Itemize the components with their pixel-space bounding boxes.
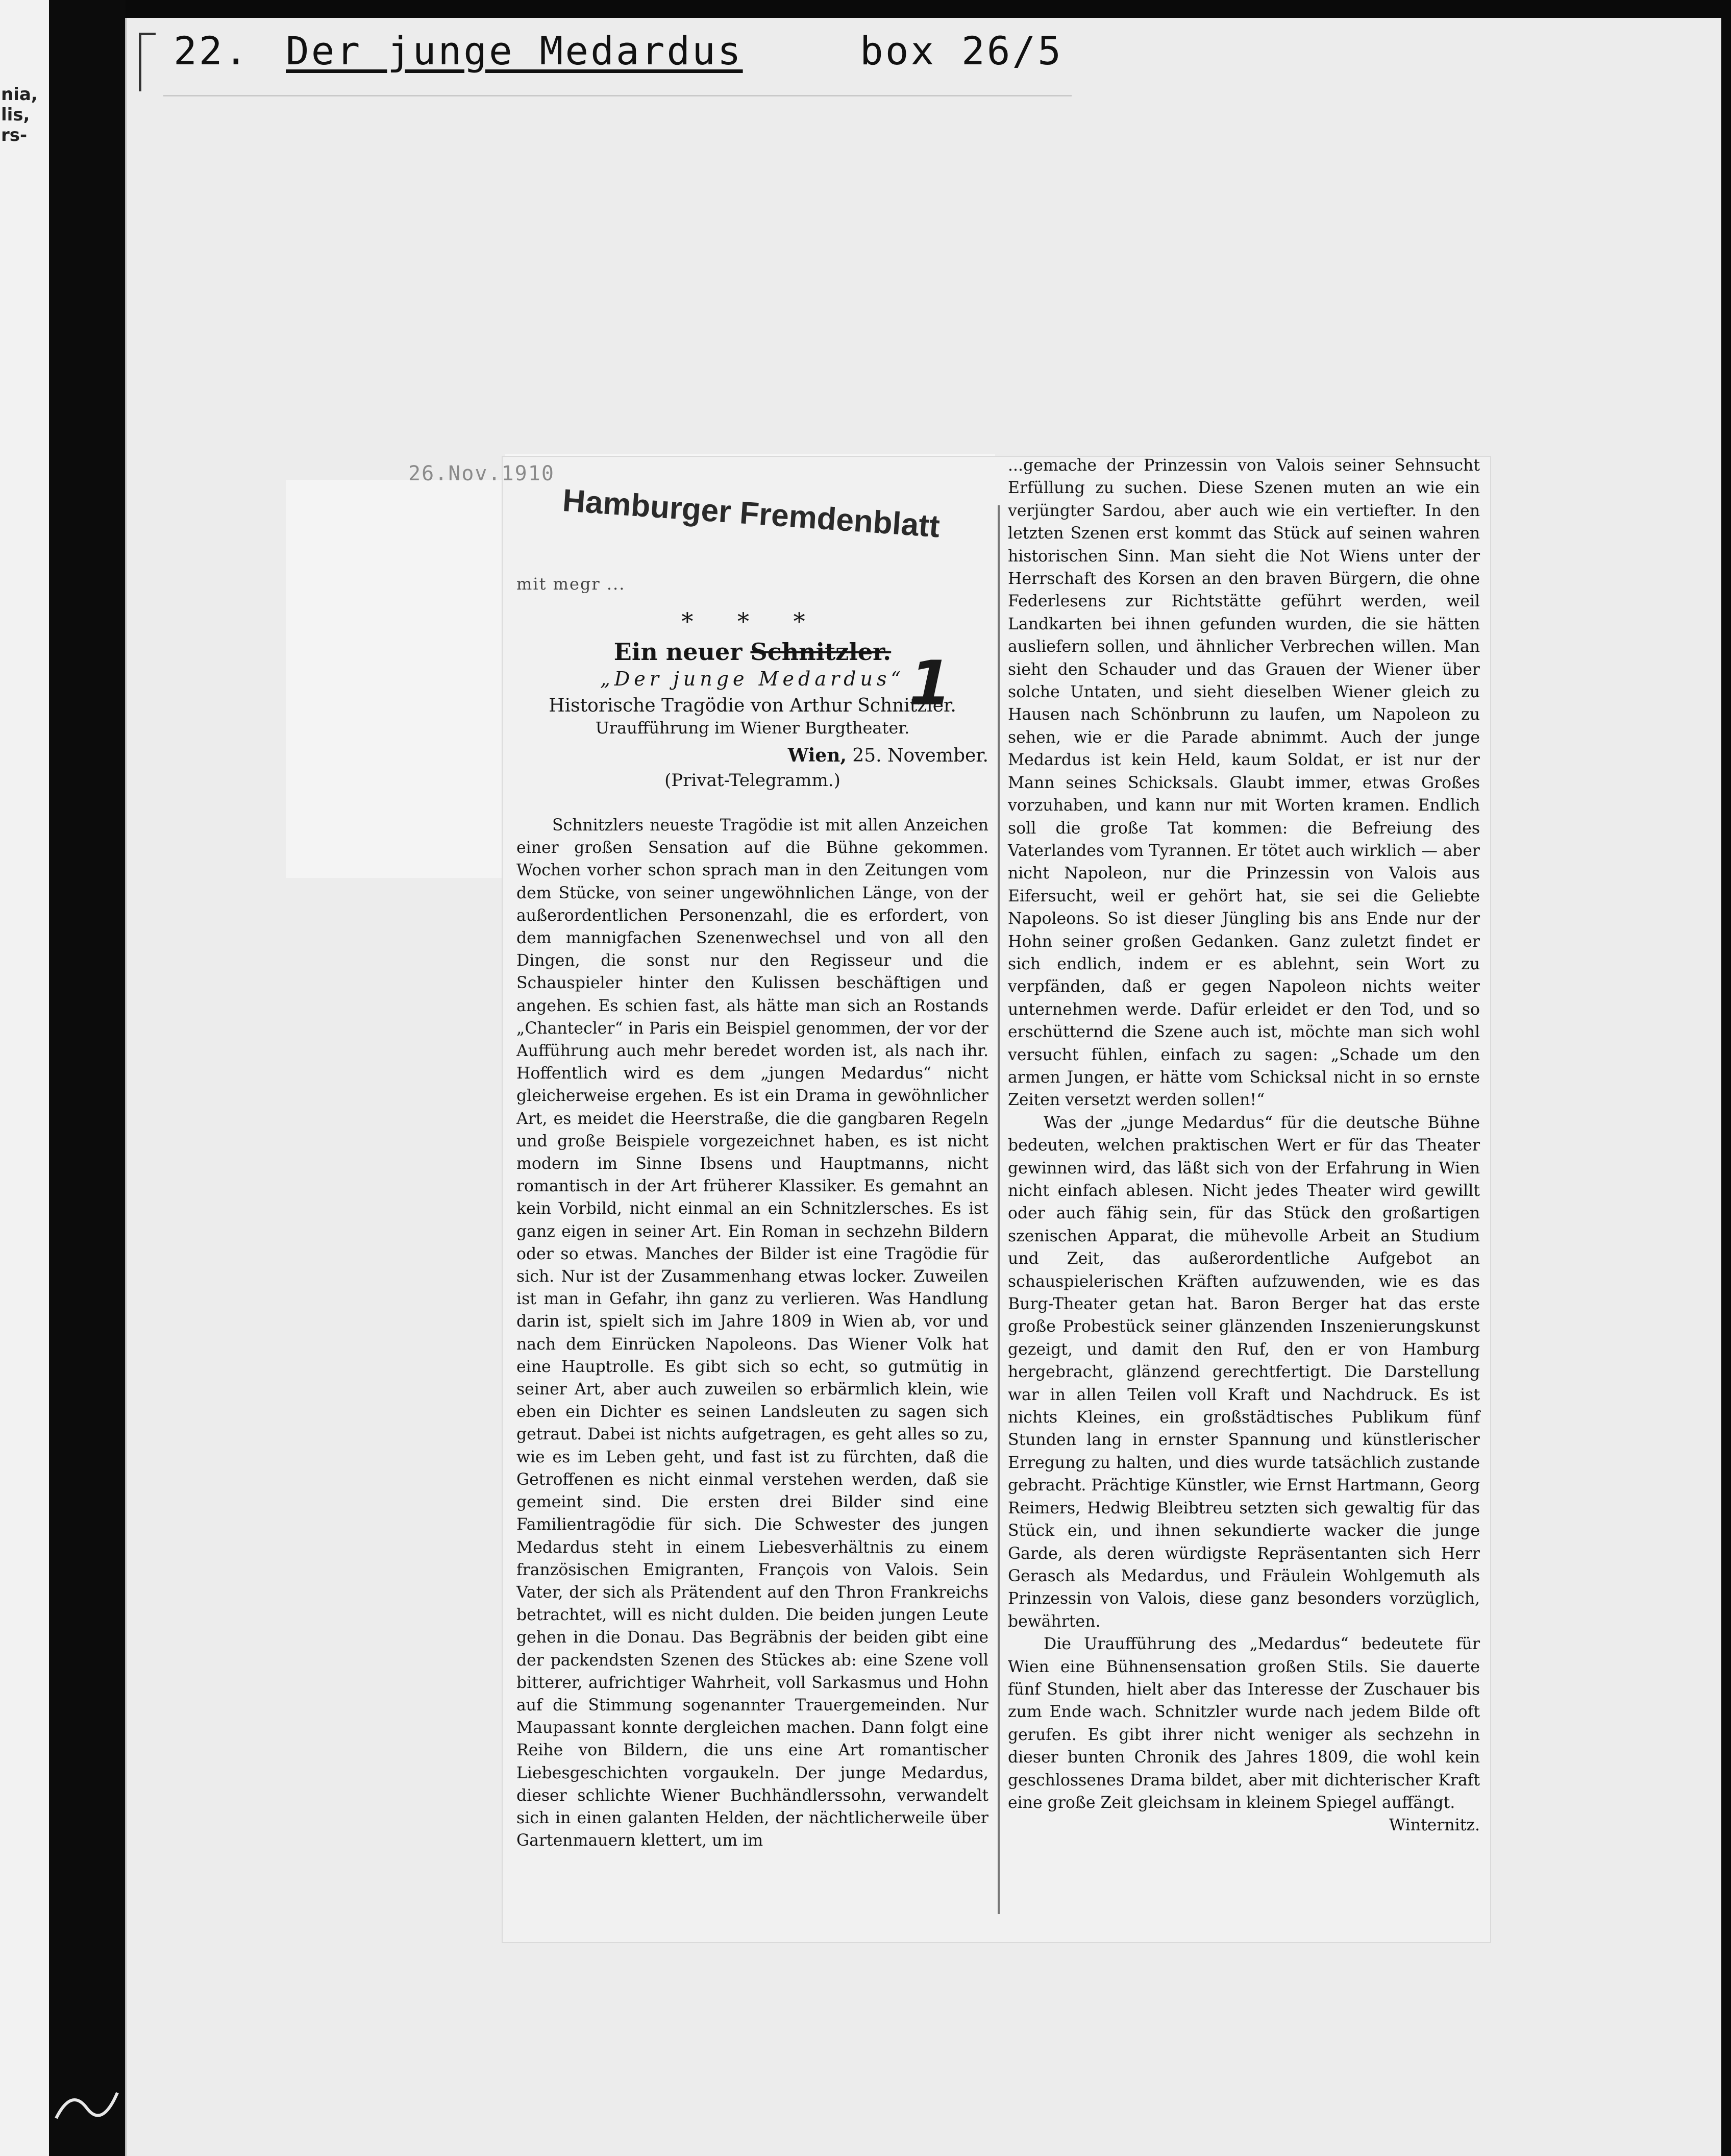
header-rule [163,95,1072,96]
separator-stars: * * * [681,607,824,635]
side-fragment: lis, [1,105,30,125]
paragraph: ...gemache der Prinzessin von Valois seiner Sehnsucht Erfüllung zu suchen. Diese Szenen muten an wie ein verjüngter Sardou, aber auch wie ein vertiefter. In den letzten Szenen erst kommt das Stück auf seinen wahren historischen Sinn. Man sieht die Not Wiens unter der Herrschaft des Korsen an den braven Bürgern, die ohne Federlesens zur Richtstätte geführt werden, weil Landkarten bei ihnen gefunden wurden, die sie hätten ausliefern sollen, und ähnlicher Verbrechen willen. Man sieht den Schauder und das Grauen der Wiener über solche Untaten, und sieht dieselben Wiener gleich zu Hausen nach Schönbrunn zu laufen, um Napoleon zu sehen, wie er die Parade abnimmt. Auch der junge Medardus ist kein Held, kaum Soldat, er ist nur der Mann seines Schicksals. Glaubt immer, etwas Großes vorzuhaben, und kann nur mit Worten kramen. Endlich soll die große Tat kommen: die Befreiung des Vaterlandes vom Tyrannen. Er tötet auch wirklich — aber nicht Napoleon, nur die Prinzessin von Valois aus Eifersucht, weil er gehört hat, sie sei die Geliebte Napoleons. So ist dieser Jüngling bis ans Ende nur der Hohn seiner großen Gedanken. Ganz zuletzt findet er sich endlich, indem er es ablehnt, sein Wort zu verpfänden, daß er gegen Napoleon nichts weiter unternehmen werde. Dafür erleidet er den Tod, und so erschütternd die Szene auch ist, möchte man sich wohl versucht fühlen, einfach zu sagen: „Schade um den armen Jungen, er hätte vom Schicksal nicht in so ernste Zeiten versetzt werden sollen!“ [1008,456,1480,1110]
handwritten-mark: 1 [901,648,959,719]
headline-prefix: Ein neuer [613,638,751,666]
film-border [49,0,126,2156]
dateline-city: Wien, [787,745,847,766]
side-fragment: nia, [1,84,38,105]
corner-mark [139,33,156,91]
paragraph: Schnitzlers neueste Tragödie ist mit allen Anzeichen einer großen Sensation auf die Bühne gekommen. Wochen vorher schon sprach man in den Zeitungen vom dem Stücke, von seiner ungewöhnlichen Länge, von der außerordentlichen Personenzahl, die es erfordert, von dem mannigfachen Szenenwechsel und von all den Dingen, die sonst nur den Regisseur und die Schauspieler hinter den Kulissen beschäftigen und angehen. Es schien fast, als hätte man sich an Rostands „Chantecler“ in Paris ein Beispiel genommen, der vor der Aufführung auch mehr beredet worden ist, als nach ihr. Hoffentlich wird es dem „jungen Medardus“ nicht gleicherweise ergehen. Es ist ein Drama in gewöhnlicher Art, es meidet die Heerstraße, die die gangbaren Regeln und große Beispiele vorgezeichnet haben, es ist nicht modern im Sinne Ibsens und Hauptmanns, nicht romantisch in der Art früherer Klassiker. Es gemahnt an kein Vorbild, nicht einmal an ein Schnitzlersches. Es ist ganz eigen in seiner Art. Ein Roman in sechzehn Bildern oder so etwas. Manches der Bilder ist eine Tragödie für sich. Nur ist der Zusammenhang etwas locker. Zuweilen ist man in Gefahr, ihn ganz zu verlieren. Was Handlung darin ist, spielt sich im Jahre 1809 in Wien ab, vor und nach dem Einrücken Napoleons. Das Wiener Volk hat eine Hauptrolle. Es gibt sich so echt, so gutmütig in seiner Art, aber auch zuweilen so erbärmlich klein, wie eben ein Dichter es seinen Landsleuten zu sagen sich getraut. Dabei ist nichts aufgetragen, es geht alles so zu, wie es im Leben geht, und fast ist zu fürchten, daß die Getroffenen es nicht einmal verstehen werden, daß sie gemeint sind. Die ersten drei Bilder sind eine Familientragödie für sich. Die Schwester des jungen Medardus steht in einem Liebesverhältnis zu einem französischen Emigranten, François von Valois. Sein Vater, der sich als Prätendent auf den Thron Frankreichs betrachtet, will es nicht dulden. Die beiden jungen Leute gehen in die Donau. Das Begräbnis der beiden gibt eine der packendsten Szenen des Stückes ab: eine Szene voll bitterer, aufrichtiger Wahrheit, voll Sarkasmus und Hohn auf die Stimmung sogenannter Trauergemeinden. Nur Maupassant konnte dergleichen machen. Dann folgt eine Reihe von Bildern, die uns eine Art romantischer Liebesgeschichten vorgaukeln. Der junge Medardus, dieser schlichte Wiener Buchhändlerssohn, verwandelt sich in einen galanten Helden, der nächtlicherweile über Gartenmauern klettert, um im [516,816,988,1850]
adjacent-page-edge [0,0,51,2156]
telegram-note: (Privat-Telegramm.) [664,770,840,791]
subtitle: Historische Tragödie von Arthur Schnitzler. [549,695,956,716]
dateline [516,745,988,766]
article-column-left [516,814,988,1852]
dateline-date: 25. November. [846,745,988,766]
folder-title: Der junge Medardus [286,28,743,74]
column-divider [998,505,1000,1914]
date-stamp: 26.Nov.1910 [408,462,555,485]
side-fragment: rs- [1,125,28,145]
article-column-right [1008,454,1480,1837]
paragraph: Was der „junge Medardus“ für die deutsche Bühne bedeuten, welchen praktischen Wert er für das Theater gewinnen wird, das läßt sich von der Erfahrung in Wien nicht einfach ablesen. Nicht jedes Theater wird gewillt oder auch fähig sein, für das Stück den großartigen szenischen Apparat, die mühevolle Arbeit an Studium und Zeit, das außerordentliche Aufgebot an schauspielerischen Kräften aufzuwenden, wie es das Burg-Theater getan hat. Baron Berger hat das erste große Probestück seiner glänzenden Inszenierungskunst gezeigt, und damit den Ruf, den er von Hamburg hergebracht, glänzend gerechtfertigt. Die Darstellung war in allen Teilen voll Kraft und Nachdruck. Es ist nichts Kleines, ein großstädtisches Publikum fünf Stunden lang in ernster Spannung und künstlerischer Erregung zu halten, und dies wurde tatsächlich zustande gebracht. Prächtige Künstler, wie Ernst Hartmann, Georg Reimers, Hedwig Bleibtreu setzten sich gewaltig für das Stück ein, und ihnen sekundierte wacker die junge Garde, als deren würdigste Repräsentanten sich Herr Gerasch als Medardus, und Fräulein Wohlgemuth als Prinzessin von Valois, diese ganz besonders vorzüglich, bewährten. [1008,1113,1480,1631]
author-signature: Winternitz. [1389,1816,1480,1835]
pencil-scribble [51,2077,122,2128]
backing-paper [286,480,505,878]
headline-name: Schnitzler. [750,638,892,666]
cut-top-line: mit megr ... [516,574,626,594]
box-label: box 26/5 [860,28,1064,74]
premiere-line: Uraufführung im Wiener Burgtheater. [595,718,910,738]
paragraph: Die Uraufführung des „Medardus“ bedeutete für Wien eine Bühnensensation großen Stils. Sie dauerte fünf Stunden, hielt aber das Interesse der Zuschauer bis zum Ende wach. Schnitzler wurde nach jedem Bilde oft gerufen. Es gibt ihrer nicht weniger als sechzehn in dieser bunten Chronik des Jahres 1809, die wohl kein geschlossenes Drama bildet, aber mit dichterischer Kraft eine große Zeit gleichsam in kleinem Spiegel auffängt. [1008,1635,1480,1812]
play-title: „Der junge Medardus“ [600,668,905,690]
folder-number: 22. [174,28,250,74]
newspaper-stamp: Hamburger Fremdenblatt [561,482,941,545]
